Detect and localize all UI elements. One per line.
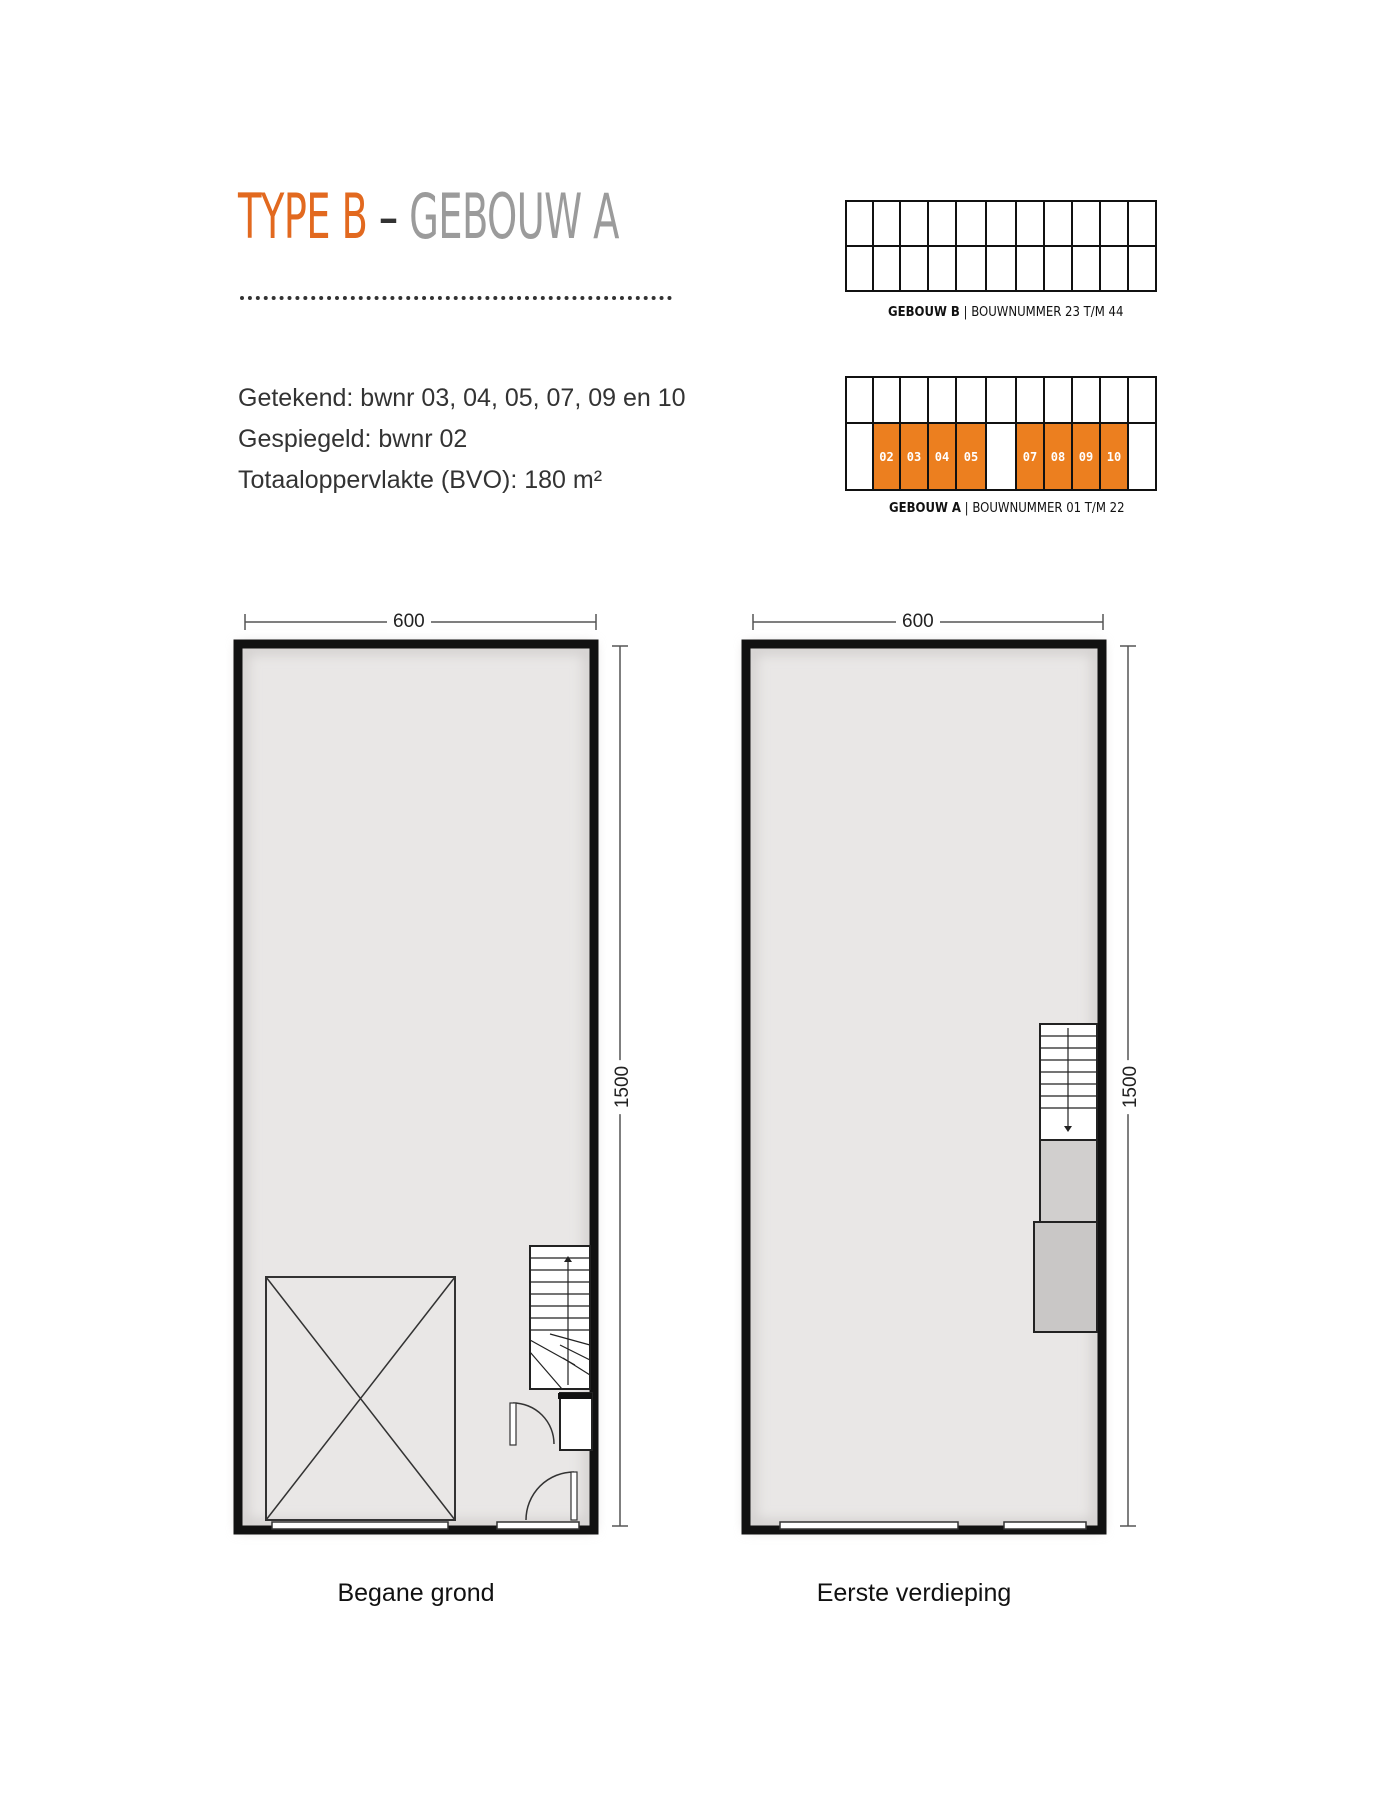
keyplan-gebouw-b-caption: GEBOUW B | BOUWNUMMER 23 T/M 44	[888, 305, 1124, 320]
height-dim-label-ground: 1500	[612, 1060, 634, 1114]
width-dim-label-first: 600	[896, 611, 940, 633]
info-drawn: Getekend: bwnr 03, 04, 05, 07, 09 en 10	[238, 384, 686, 412]
keyplan-a-unit-20: 09	[1071, 422, 1101, 491]
title-type: TYPE B	[238, 180, 368, 253]
info-area: Totaaloppervlakte (BVO): 180 m²	[238, 466, 603, 494]
floor-area	[240, 646, 592, 1528]
keyplan-a-unit-14: 03	[899, 422, 929, 491]
keyplan-a-unit-13: 02	[872, 422, 901, 491]
plan-first-floor	[746, 614, 1136, 1530]
keyplan-a-unit-21: 10	[1099, 422, 1129, 491]
keyplan-a-unit-15: 04	[927, 422, 957, 491]
keyplan-a-unit-18: 07	[1015, 422, 1045, 491]
garage-door-opening	[272, 1522, 448, 1529]
info-mirrored: Gespiegeld: bwnr 02	[238, 425, 468, 453]
keyplan-gebouw-a-caption: GEBOUW A | BOUWNUMMER 01 T/M 22	[889, 501, 1125, 516]
front-door-opening	[497, 1522, 579, 1529]
title-building: GEBOUW A	[409, 180, 619, 253]
height-dim-label-first: 1500	[1120, 1060, 1142, 1114]
plan-label-first: Eerste verdieping	[816, 1579, 1012, 1607]
width-dim-label-ground: 600	[387, 611, 431, 633]
plan-ground-floor	[238, 614, 628, 1530]
plan-label-ground: Begane grond	[337, 1579, 495, 1607]
title-separator: –	[378, 180, 398, 253]
keyplan-a-unit-19: 08	[1043, 422, 1073, 491]
keyplan-a-unit-16: 05	[955, 422, 987, 491]
